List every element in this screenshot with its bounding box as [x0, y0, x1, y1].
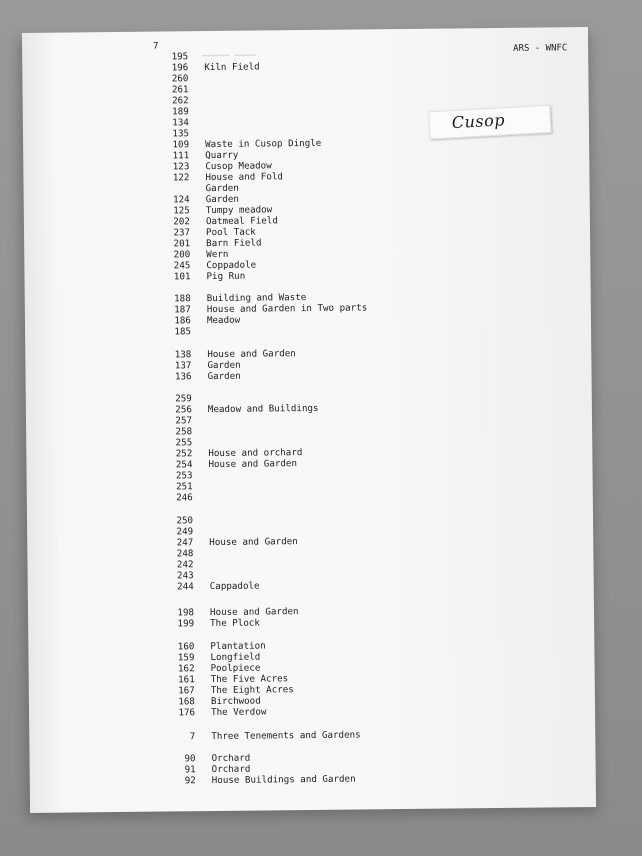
field-name: Building and Waste: [206, 292, 307, 305]
field-name: Orchard: [211, 763, 251, 776]
field-name: Oatmeal Field: [205, 215, 278, 228]
field-number: 7: [189, 731, 196, 743]
field-name: Barn Field: [206, 237, 262, 250]
field-number: 243: [176, 570, 194, 582]
field-number: 109: [172, 139, 190, 151]
field-name: Orchard: [211, 752, 251, 765]
field-name: Garden: [207, 359, 241, 372]
header-code: ARS - WNFC: [513, 43, 568, 54]
field-number: 249: [176, 526, 194, 538]
field-number: 91: [184, 764, 196, 776]
field-number: 185: [174, 326, 192, 338]
field-list: [22, 27, 596, 813]
field-number: 250: [176, 515, 194, 527]
field-name: House and Garden: [209, 606, 299, 619]
field-number: 187: [174, 304, 191, 316]
field-name: Meadow and Buildings: [207, 402, 319, 416]
field-number: 160: [177, 641, 195, 653]
field-number: 248: [176, 548, 194, 560]
field-name: House Buildings and Garden: [211, 773, 356, 787]
field-number: 253: [175, 470, 193, 482]
field-number: 200: [173, 249, 191, 261]
field-number: 261: [171, 84, 189, 96]
field-number: 92: [184, 775, 196, 787]
field-number: 101: [173, 271, 191, 283]
field-number: 262: [171, 95, 189, 107]
field-number: 137: [174, 360, 192, 372]
field-name: Cusop Meadow: [205, 160, 272, 173]
field-number: 242: [176, 559, 194, 571]
page-number: 7: [153, 41, 159, 52]
field-number: 251: [176, 481, 193, 493]
field-number: 176: [178, 707, 196, 719]
field-number: 259: [175, 393, 192, 405]
field-number: 186: [174, 315, 192, 327]
field-number: 246: [176, 492, 193, 504]
field-number: 255: [175, 437, 193, 449]
field-name: House and orchard: [208, 447, 303, 460]
field-number: 252: [175, 448, 193, 460]
field-number: 257: [175, 415, 193, 427]
field-number: 167: [178, 685, 195, 697]
field-name: Waste in Cusop Dingle: [205, 137, 322, 151]
field-number: 159: [177, 652, 195, 664]
field-number: 125: [173, 205, 190, 217]
field-name: House and Garden: [209, 536, 298, 549]
field-number: 123: [172, 161, 190, 173]
field-number: 122: [172, 172, 190, 184]
field-name: The Five Acres: [210, 673, 289, 686]
field-name: Garden: [207, 370, 241, 383]
field-name: The Verdow: [211, 706, 267, 719]
field-number: 202: [173, 216, 190, 228]
field-number: 256: [175, 404, 192, 416]
field-number: 198: [177, 607, 195, 619]
field-name: Birchwood: [210, 695, 261, 708]
field-number: 90: [184, 753, 196, 765]
field-name: House and Fold: [205, 171, 283, 184]
field-number: 196: [171, 62, 189, 74]
field-number: 247: [176, 537, 194, 549]
field-name: The Eight Acres: [210, 684, 294, 697]
field-name: The Plock: [210, 617, 260, 630]
field-number: 168: [178, 696, 196, 708]
field-name: Pool Tack: [205, 226, 256, 239]
field-name: House and Garden: [207, 348, 296, 361]
field-number: 135: [172, 128, 190, 140]
field-number: 134: [172, 117, 189, 129]
field-name: Cappadole: [209, 580, 260, 593]
field-name: Three Tenements and Gardens: [211, 729, 361, 743]
field-name: Garden: [205, 193, 239, 206]
field-name: House and Garden: [208, 458, 298, 471]
field-name: House and Garden in Two parts: [206, 302, 368, 316]
field-number: 195: [171, 51, 189, 63]
field-name: Tumpy meadow: [205, 204, 273, 217]
field-number: 258: [175, 426, 193, 438]
label-text: Cusop: [451, 110, 506, 133]
field-name: Longfield: [210, 651, 261, 664]
field-number: 136: [174, 371, 192, 383]
field-number: 201: [173, 238, 191, 250]
field-name: Kiln Field: [204, 61, 260, 74]
field-number: 188: [174, 293, 191, 305]
show-through: ▁▁▁▁▁ ▁▁▁▁: [202, 46, 257, 58]
field-name: Meadow: [206, 314, 241, 327]
field-name: Coppadole: [206, 259, 257, 272]
field-name: Poolpiece: [210, 662, 261, 675]
field-number: 111: [172, 150, 190, 162]
field-number: 138: [174, 349, 192, 361]
document-page: [22, 27, 596, 813]
field-number: 161: [178, 674, 195, 686]
field-number: 244: [177, 581, 194, 593]
field-number: 254: [175, 459, 193, 471]
field-name: Quarry: [205, 149, 239, 162]
field-name: Wern: [206, 248, 229, 261]
field-number: 162: [177, 663, 195, 675]
field-name: Plantation: [210, 640, 266, 653]
field-number: 245: [173, 260, 191, 272]
field-number: 237: [173, 227, 191, 239]
field-number: 124: [173, 194, 190, 206]
field-name: Pig Run: [206, 270, 246, 283]
field-name: Garden: [205, 182, 239, 195]
field-number: 189: [172, 106, 189, 118]
field-number: 260: [171, 73, 189, 85]
field-number: 199: [177, 618, 195, 630]
